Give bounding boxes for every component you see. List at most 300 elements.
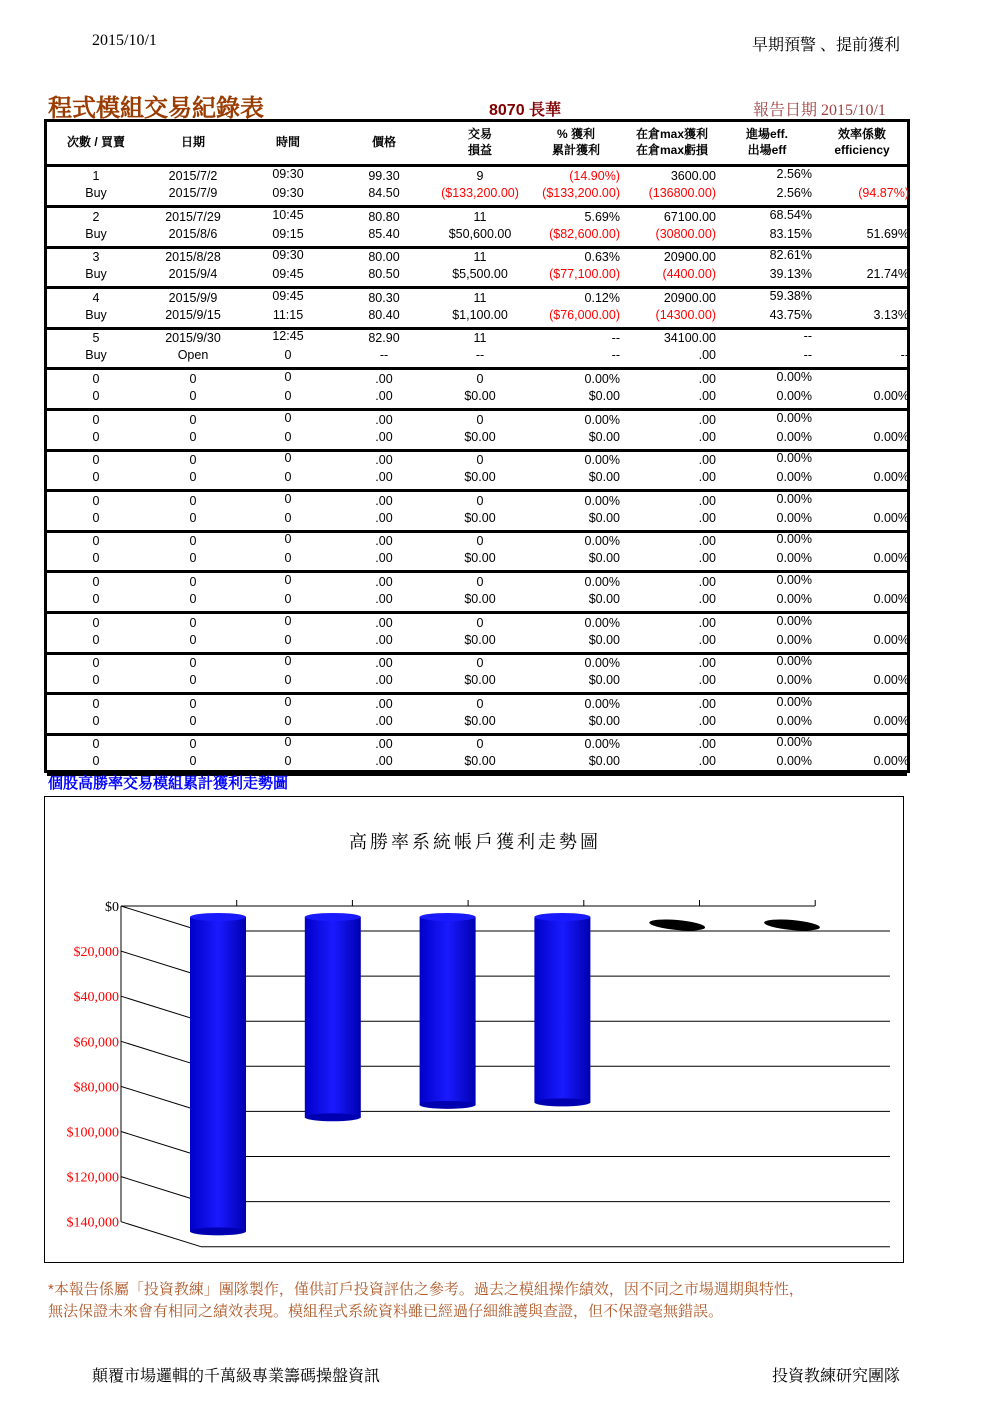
table-cell: 09:15 [272,226,304,241]
table-cell: 2015/9/4 [168,267,218,282]
disclaimer-line: 無法保證未來會有相同之績效表現。模組程式系統資料雖已經過仔細維護與查證，但不保證毫無錯誤。 [48,1303,724,1320]
table-cell: .00 [698,510,716,525]
column-header: % 獲利 累計獲利 [551,127,601,157]
table-cell: .00 [698,348,716,363]
table-cell: 0 [189,470,197,485]
table-cell: .00 [375,575,393,589]
column-header: 日期 [180,135,206,149]
table-cell: 59.38% [769,288,812,303]
depth-line [121,1222,201,1247]
table-cell: 0 [92,673,100,688]
table-cell: .00 [375,453,393,468]
table-cell: 1 [92,169,100,183]
chart-title: 高勝率系統帳戶獲利走勢圖 [349,832,601,853]
bar-top [305,913,361,921]
table-cell: 09:30 [272,167,304,181]
table-cell: 0 [92,575,100,589]
table-cell: ($82,600.00) [549,226,620,241]
table-cell: 0.00% [776,694,812,709]
table-cell: (94.87%) [858,186,909,200]
table-cell: .00 [698,551,716,566]
table-cell: 0 [284,348,292,363]
table-cell: 2.56% [776,167,812,181]
table-cell: 0.00% [584,372,620,386]
table-cell: $0.00 [588,470,620,485]
column-header: 進場eff. 出場eff [745,127,789,157]
table-cell: 85.40 [368,226,400,241]
table-cell: 0 [189,632,197,647]
table-cell: 0 [284,754,292,769]
table-cell: -- [611,348,620,363]
chart-frame [44,796,904,1263]
table-cell: Buy [85,267,107,282]
table-cell: .00 [698,713,716,728]
table-cell: 51.69% [866,226,909,241]
table-cell: 0 [92,493,100,508]
table-cell: 9 [476,169,484,183]
table-cell: 0 [92,453,100,468]
table-cell: 3 [92,250,100,265]
table-cell: 0 [189,389,197,403]
table-cell: 0.00% [776,491,812,506]
table-cell: .00 [375,673,393,688]
table-header [47,122,907,167]
table-cell: $5,500.00 [452,267,508,282]
table-cell: 0.00% [776,592,812,606]
disclaimer-line: *本報告係屬「投資教練」團隊製作，僅供訂戶投資評估之參考。過去之模組操作績效，因不同之市場週期與特性， [48,1281,804,1298]
table-row [47,492,907,533]
table-cell: 0.00% [873,754,909,769]
table-row [47,289,907,330]
table-cell: 0.00% [873,713,909,728]
table-cell: -- [803,348,812,363]
table-cell: 0 [92,429,100,444]
table-cell: 2015/7/29 [165,209,221,224]
table-cell: 0.00% [873,632,909,647]
table-cell: 0.00% [873,470,909,485]
table-cell: 0.00% [776,632,812,647]
table-cell: 0.00% [584,696,620,711]
table-cell: 0.00% [776,613,812,628]
table-cell: $0.00 [464,389,496,403]
table-row [47,573,907,614]
table-cell: 0 [189,551,197,566]
table-cell: 2015/7/2 [168,169,218,183]
table-cell: .00 [698,429,716,444]
table-cell: .00 [375,632,393,647]
table-cell: 09:30 [272,248,304,263]
table-cell: 0 [284,613,292,628]
table-cell: 09:45 [272,288,304,303]
y-tick-label: $40,000 [73,990,119,1006]
table-cell: 0.00% [776,410,812,425]
table-cell: .00 [375,615,393,630]
table-cell: .00 [375,389,393,403]
table-cell: 0 [189,592,197,606]
table-cell: 0.00% [776,510,812,525]
table-cell: 80.50 [368,267,400,282]
report-title: 程式模組交易紀錄表 [48,95,264,122]
table-cell: $0.00 [588,389,620,403]
table-cell: 10:45 [272,207,304,222]
table-cell: 0.00% [584,412,620,427]
table-cell: 20900.00 [663,250,716,265]
table-cell: .00 [375,412,393,427]
table-cell: (30800.00) [655,226,716,241]
footer-right: 投資教練研究團隊 [771,1368,900,1385]
table-cell: $0.00 [464,713,496,728]
table-cell: .00 [698,412,716,427]
y-tick-label: $80,000 [73,1080,119,1096]
table-cell: 0 [189,713,197,728]
table-cell: 43.75% [769,307,812,322]
y-tick-label: $20,000 [73,945,119,961]
table-cell: 80.40 [368,307,400,322]
table-row [47,614,907,655]
table-cell: .00 [375,470,393,485]
bar-top [420,913,476,921]
table-row [47,695,907,736]
table-cell: 0 [284,470,292,485]
table-cell: .00 [698,737,716,752]
table-cell: 82.61% [769,248,812,263]
table-cell: 0 [284,573,292,587]
table-cell: 11 [473,209,487,224]
table-cell: $0.00 [588,713,620,728]
table-cell: (14.90%) [569,169,620,183]
table-cell: 0.00% [873,673,909,688]
table-cell: 0 [476,696,484,711]
table-cell: 0 [189,510,197,525]
table-cell: 68.54% [769,207,812,222]
table-cell: (4400.00) [662,267,716,282]
table-cell: 0 [284,410,292,425]
table-cell: 0 [92,632,100,647]
table-cell: 0 [476,615,484,630]
table-cell: .00 [698,656,716,671]
table-cell: 2015/8/28 [165,250,221,265]
table-cell: 0 [476,534,484,549]
depth-line [121,1086,201,1111]
table-cell: 0 [92,615,100,630]
table-cell: 0 [284,532,292,547]
table-cell: 0.00% [776,429,812,444]
table-cell: 0 [92,510,100,525]
table-cell: 11 [473,290,487,305]
table-cell: 0 [189,534,197,549]
table-cell: .00 [698,696,716,711]
stock-name: 8070 長華 [489,102,562,119]
table-cell: (136800.00) [648,186,716,200]
table-cell: 3.13% [873,307,909,322]
column-header: 價格 [371,135,397,149]
table-cell: $0.00 [588,632,620,647]
table-cell: 0.00% [584,615,620,630]
table-cell: 0 [189,429,197,444]
table-cell: 20900.00 [663,290,716,305]
table-cell: 0.00% [776,551,812,566]
table-cell: .00 [375,713,393,728]
table-cell: .00 [375,656,393,671]
table-cell: 0.00% [873,551,909,566]
table-cell: $0.00 [464,510,496,525]
table-cell: 0 [476,737,484,752]
table-cell: 2015/9/30 [165,331,221,346]
table-row [47,329,907,370]
table-cell: 5.69% [584,209,620,224]
table-cell: 80.30 [368,290,400,305]
table-cell: 0.12% [584,290,620,305]
table-cell: .00 [698,470,716,485]
bar-bottom [305,1113,361,1121]
report-date: 報告日期 2015/10/1 [753,102,886,119]
table-row [47,532,907,573]
table-cell: $0.00 [464,470,496,485]
table-cell: $0.00 [464,592,496,606]
table-cell: 2015/7/9 [168,186,218,200]
table-cell: 0.00% [873,510,909,525]
table-cell: 34100.00 [663,331,716,346]
table-cell: $50,600.00 [448,226,512,241]
bar-bottom [534,1098,590,1106]
header-date: 2015/10/1 [92,32,157,49]
table-cell: .00 [375,429,393,444]
table-cell: ($77,100.00) [549,267,620,282]
table-cell: .00 [698,493,716,508]
table-cell: 4 [92,290,100,305]
table-cell: ($133,200.00) [441,186,519,200]
table-cell: 5 [92,331,100,346]
table-cell: Buy [85,307,107,322]
table-cell: 0 [476,453,484,468]
bar-top [534,913,590,921]
table-cell: 80.00 [368,250,400,265]
table-cell: $0.00 [588,429,620,444]
table-cell: .00 [698,453,716,468]
bar [305,917,361,1117]
table-cell: Buy [85,226,107,241]
table-cell: 0 [284,654,292,669]
table-cell: 0 [476,493,484,508]
table-cell: 0 [92,389,100,403]
table-cell: 2015/8/6 [168,226,218,241]
table-cell: .00 [698,575,716,589]
column-header: 次數 / 買賣 [66,135,126,149]
bar [534,917,590,1102]
y-tick-label: $120,000 [66,1170,119,1186]
table-cell: 3600.00 [670,169,716,183]
table-cell: 0 [92,534,100,549]
table-cell: 84.50 [368,186,400,200]
table-cell: .00 [698,615,716,630]
table-cell: $0.00 [464,673,496,688]
table-cell: 0.00% [873,389,909,403]
y-tick-label: $0 [105,900,119,915]
table-cell: 0.00% [584,534,620,549]
table-cell: -- [379,348,389,363]
table-cell: 2015/9/15 [165,307,221,322]
table-cell: 11:15 [272,307,304,322]
bar-zero [764,918,821,933]
table-cell: 0 [284,429,292,444]
depth-line [121,1177,201,1202]
table-cell: 2.56% [776,186,812,200]
table-cell: 0 [284,510,292,525]
table-cell: 0 [284,551,292,566]
table-cell: Buy [85,348,107,363]
table-cell: 82.90 [368,331,400,346]
bar-bottom [420,1101,476,1109]
table-cell: 39.13% [769,267,812,282]
table-row [47,451,907,492]
table-cell: 21.74% [866,267,909,282]
table-cell: 0 [284,632,292,647]
table-cell: 0.00% [776,754,812,769]
table-cell: 0.00% [584,737,620,752]
table-cell: 0 [284,451,292,466]
table-cell: .00 [375,696,393,711]
column-header: 在倉max獲利 在倉max虧損 [635,127,709,157]
table-cell: $0.00 [464,754,496,769]
table-cell: 0 [189,656,197,671]
table-cell: 0 [476,575,484,589]
header-slogan: 早期預警 、提前獲利 [751,37,900,54]
table-cell: .00 [698,673,716,688]
table-cell: 0 [92,754,100,769]
table-cell: 0.00% [776,735,812,750]
table-cell: 0 [92,372,100,386]
chart-section-title: 個股高勝率交易模組累計獲利走勢圖 [48,775,289,792]
table-cell: 0 [284,370,292,384]
table-cell: $0.00 [588,673,620,688]
table-cell: $0.00 [464,551,496,566]
table-cell: .00 [375,551,393,566]
table-cell: 0.00% [776,713,812,728]
table-cell: 0 [284,694,292,709]
table-cell: 0 [284,389,292,403]
table-cell: .00 [698,372,716,386]
table-cell: 0 [92,696,100,711]
y-tick-label: $60,000 [73,1035,119,1051]
table-cell: $0.00 [588,754,620,769]
table-cell: 0 [189,412,197,427]
table-cell: 0 [189,754,197,769]
table-cell: .00 [375,493,393,508]
table-cell: 0 [92,592,100,606]
table-cell: 0 [189,737,197,752]
table-cell: 11 [473,331,487,346]
table-cell: 0 [284,673,292,688]
table-cell: 0.00% [776,470,812,485]
table-cell: -- [900,348,909,363]
table-cell: 0 [92,551,100,566]
table-cell: $0.00 [588,510,620,525]
table-cell: 0 [284,592,292,606]
trade-table [44,119,910,773]
column-header: 效率係數 efficiency [834,127,890,157]
depth-line [121,951,201,976]
table-cell: ($76,000.00) [549,307,620,322]
table-cell: 2015/9/9 [168,290,218,305]
table-cell: 0.00% [873,592,909,606]
table-cell: 83.15% [769,226,812,241]
bar-bottom [190,1227,246,1235]
table-cell: $0.00 [464,632,496,647]
table-cell: 0.00% [873,429,909,444]
table-cell: 0.00% [776,370,812,384]
table-cell: 2 [92,209,100,224]
table-cell: .00 [698,534,716,549]
table-cell: 0 [92,713,100,728]
table-cell: $1,100.00 [452,307,508,322]
table-cell: .00 [375,510,393,525]
table-cell: .00 [698,632,716,647]
table-cell: 09:30 [272,186,304,200]
table-cell: 0.00% [584,656,620,671]
table-cell: -- [803,329,812,344]
table-cell: 0 [92,470,100,485]
table-cell: 0.63% [584,250,620,265]
table-cell: 0 [284,735,292,750]
footer-left: 顛覆市場邏輯的千萬級專業籌碼操盤資訊 [92,1368,381,1385]
table-cell: 11 [473,250,487,265]
table-row [47,411,907,452]
depth-line [121,1041,201,1066]
table-row [47,735,907,776]
table-cell: 0 [476,412,484,427]
table-cell: 0 [476,372,484,386]
table-cell: 12:45 [272,329,304,344]
table-cell: .00 [375,754,393,769]
depth-line [121,1132,201,1157]
table-cell: -- [475,348,485,363]
table-cell: 0 [284,713,292,728]
table-cell: 0.00% [776,654,812,669]
table-cell: 0.00% [776,573,812,587]
table-cell: 0 [92,737,100,752]
table-cell: ($133,200.00) [542,186,620,200]
table-cell: .00 [698,389,716,403]
table-cell: 0.00% [584,575,620,589]
table-cell: 0 [189,493,197,508]
column-header: 交易 損益 [467,127,493,157]
table-cell: 67100.00 [663,209,716,224]
table-cell: 0 [189,696,197,711]
bar [190,917,246,1231]
table-cell: 0 [92,656,100,671]
table-cell: 0.00% [776,532,812,547]
table-cell: -- [611,331,620,346]
table-cell: 0 [189,575,197,589]
table-cell: .00 [375,372,393,386]
table-cell: 0.00% [584,453,620,468]
bar-top [190,913,246,921]
table-cell: .00 [375,534,393,549]
table-cell: 99.30 [368,169,400,183]
profit-chart [45,797,905,1264]
table-cell: 0.00% [776,673,812,688]
bar-zero [649,918,706,933]
y-tick-label: $140,000 [66,1215,119,1231]
table-cell: 09:45 [272,267,304,282]
table-cell: 0 [284,491,292,506]
table-cell: .00 [375,737,393,752]
table-row [47,208,907,249]
table-cell: $0.00 [588,592,620,606]
table-cell: Open [177,348,209,363]
table-cell: 0 [189,453,197,468]
table-cell: $0.00 [588,551,620,566]
